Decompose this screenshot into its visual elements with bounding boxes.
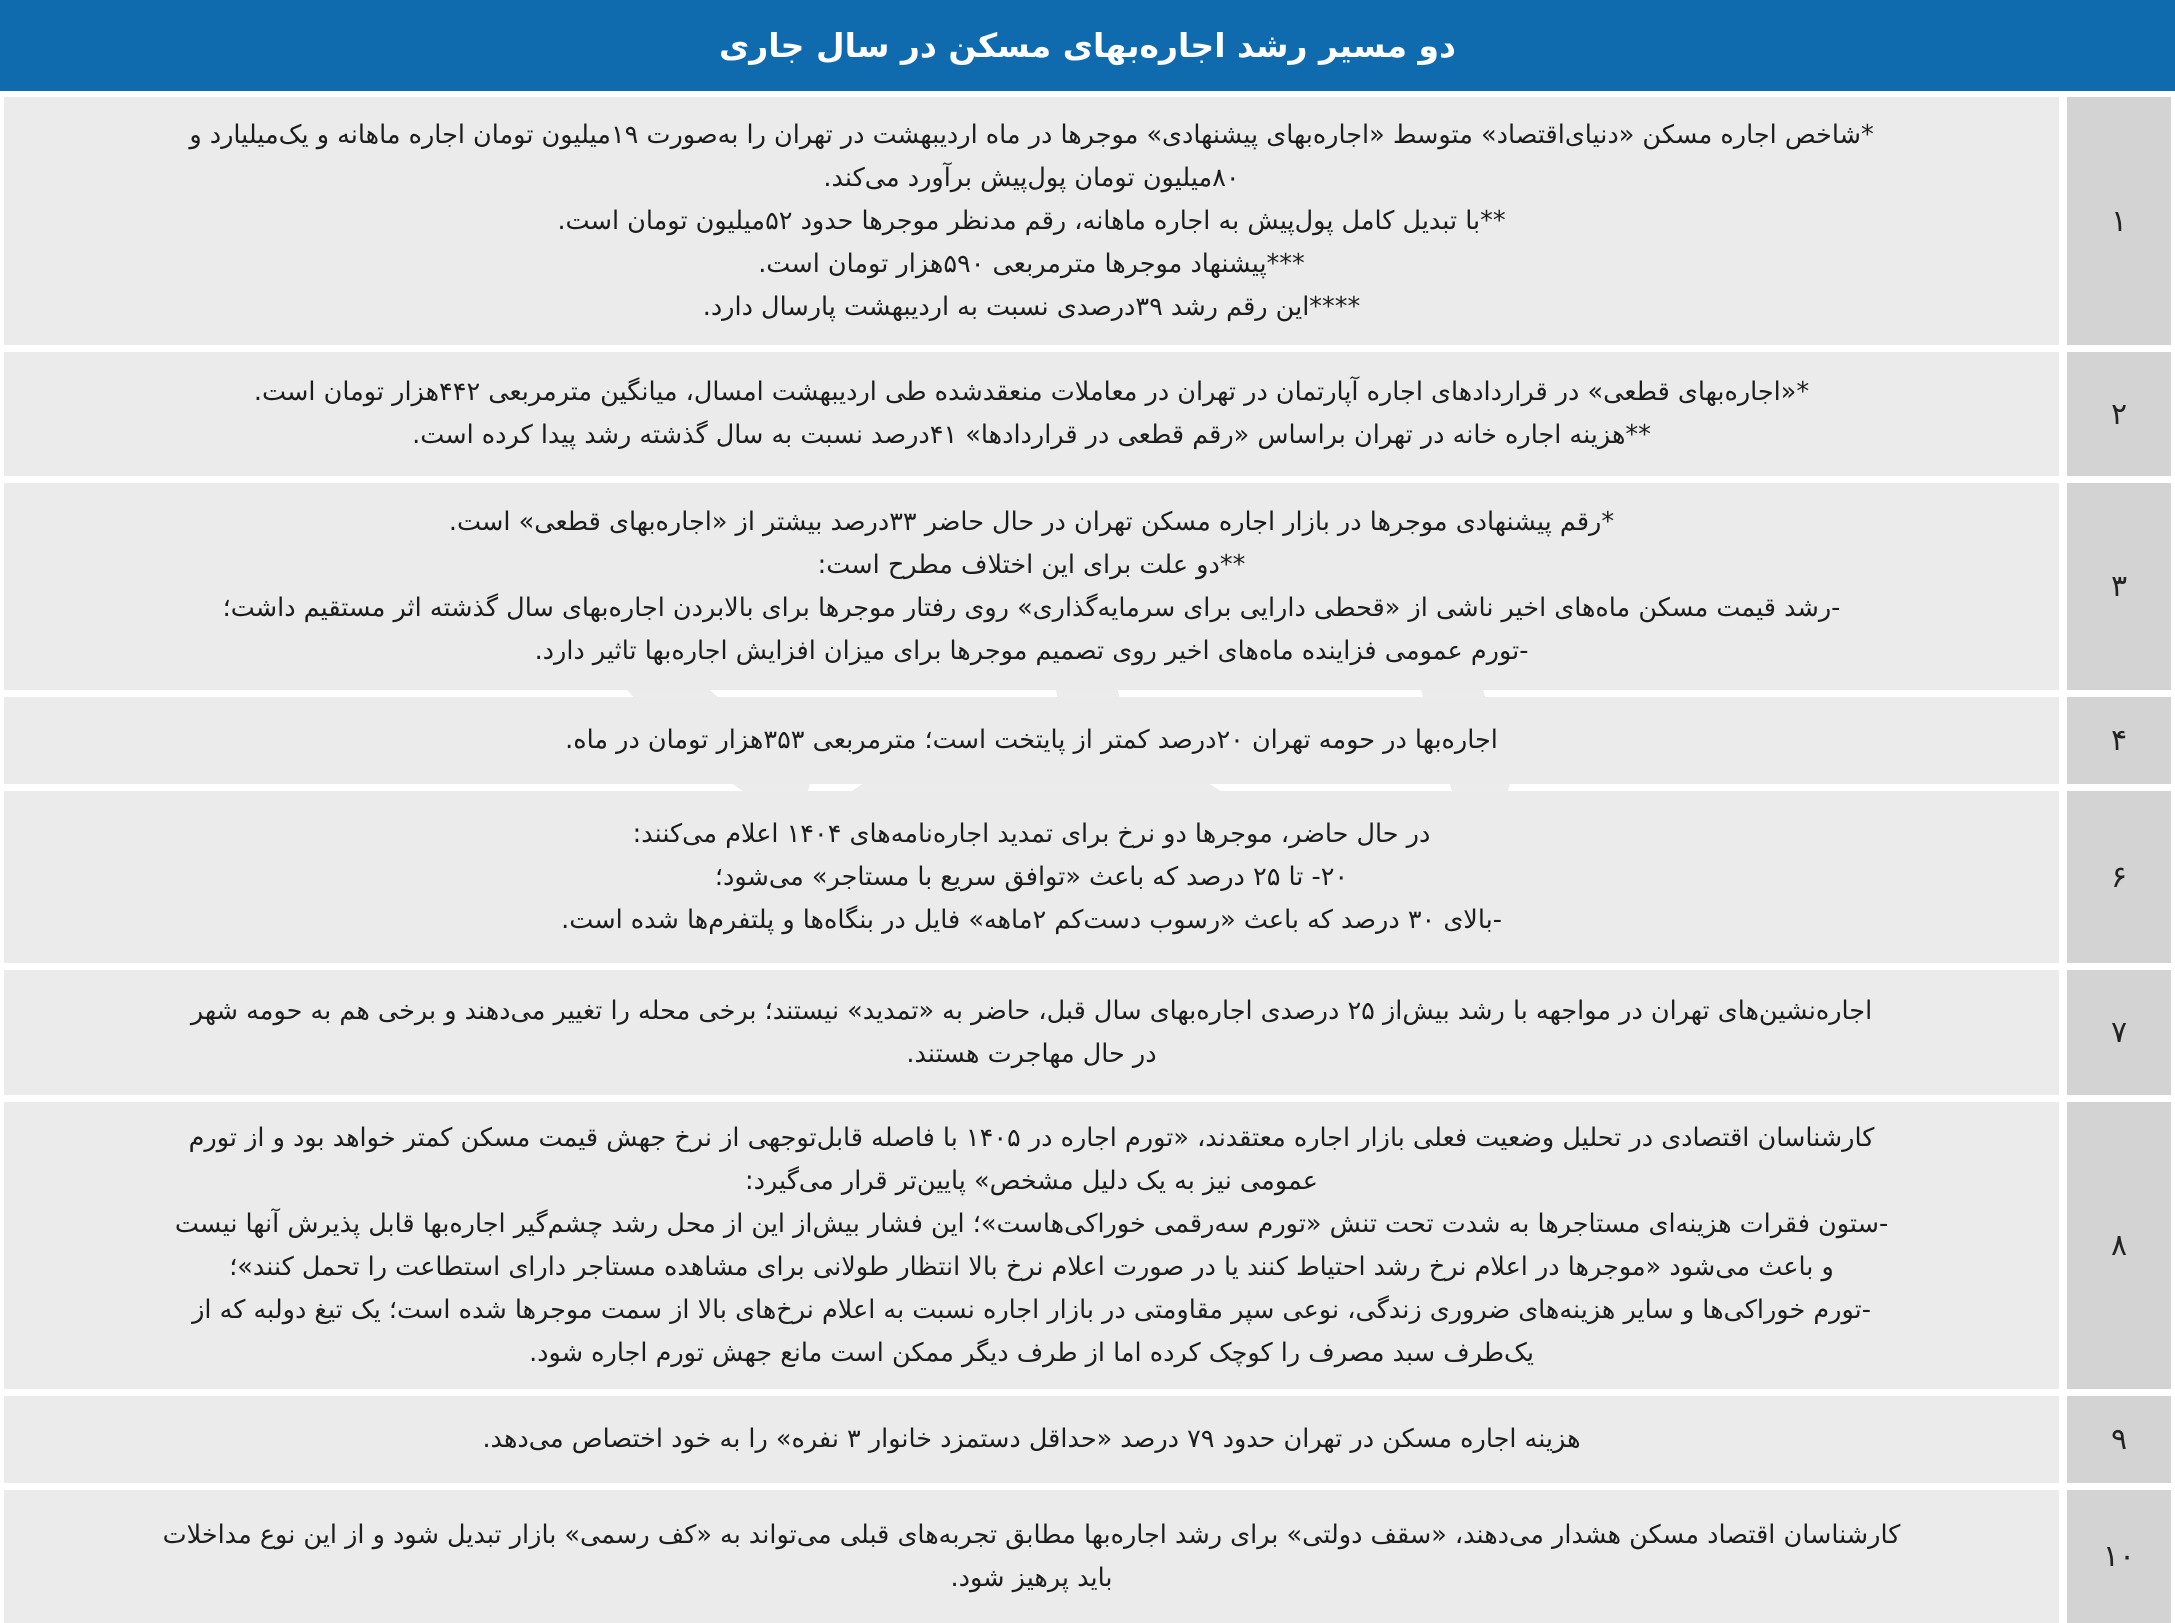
- row-line: اجاره‌نشین‌های تهران در مواجهه با رشد بیش‌از ۲۵ درصدی اجاره‌بهای سال قبل، حاضر به «تمدید» نیستند؛ برخی محله را تغییر می‌دهند و برخی هم به حومه شهر: [190, 995, 1873, 1026]
- row-number: ۱: [2067, 97, 2171, 345]
- row-line: -ستون فقرات هزینه‌ای مستاجرها به شدت تحت تنش «تورم سه‌رقمی خوراکی‌هاست»؛ این فشار بیش‌از این از محل رشد چشم‌گیر اجاره‌بها قابل پذیرش آنها نیست: [174, 1208, 1889, 1239]
- row-content: [4, 697, 2059, 784]
- row-line: **با تبدیل کامل پول‌پیش به اجاره ماهانه، رقم مدنظر موجرها حدود ۵۲میلیون تومان است.: [557, 205, 1506, 236]
- row-line: باید پرهیز شود.: [950, 1562, 1113, 1593]
- row-line: -رشد قیمت مسکن ماه‌های اخیر ناشی از «قحطی دارایی برای سرمایه‌گذاری» روی رفتار موجرها برای بالابردن اجاره‌بهای سال گذشته اثر مستقیم داشت؛: [222, 592, 1841, 623]
- row-line: کارشناسان اقتصاد مسکن هشدار می‌دهند، «سقف دولتی» برای رشد اجاره‌بها مطابق تجربه‌های قبلی می‌تواند به «کف رسمی» بازار تبدیل شود و از این نوع مداخلات: [162, 1519, 1901, 1550]
- row-line: و باعث می‌شود «موجرها در اعلام نرخ رشد احتیاط کنند یا در صورت اعلام نرخ بالا انتظار طولانی برای مشاهده مستاجر دارای استطاعت را تحمل کنند»؛: [229, 1251, 1834, 1282]
- table-row: [0, 1396, 2175, 1483]
- table-row: [0, 697, 2175, 784]
- row-content: [4, 791, 2059, 963]
- row-number: ۴: [2067, 697, 2171, 784]
- row-content: [4, 483, 2059, 690]
- row-number: ۹: [2067, 1396, 2171, 1483]
- row-line: در حال حاضر، موجرها دو نرخ برای تمدید اجاره‌نامه‌های ۱۴۰۴ اعلام می‌کنند:: [632, 818, 1431, 849]
- row-line: ۸۰میلیون تومان پول‌پیش برآورد می‌کند.: [823, 162, 1240, 193]
- row-number: ۶: [2067, 791, 2171, 963]
- row-content: [4, 1102, 2059, 1389]
- table-row: [0, 1490, 2175, 1623]
- row-line: کارشناسان اقتصادی در تحلیل وضعیت فعلی بازار اجاره معتقدند، «تورم اجاره در ۱۴۰۵ با فاصله قابل‌توجهی از نرخ جهش قیمت مسکن کمتر خواهد بود و از تورم: [188, 1122, 1875, 1153]
- row-line: *شاخص اجاره مسکن «دنیای‌اقتصاد» متوسط «اجاره‌بهای پیشنهادی» موجرها در ماه اردیبهشت در تهران را به‌صورت ۱۹میلیون تومان اجاره ماهانه و یک‌میلیارد و: [189, 119, 1874, 150]
- table-title: دو مسیر رشد اجاره‌بهای مسکن در سال جاری: [719, 26, 1456, 65]
- table-row: [0, 1102, 2175, 1389]
- row-content: [4, 970, 2059, 1095]
- row-line: *رقم پیشنهادی موجرها در بازار اجاره مسکن تهران در حال حاضر ۳۳درصد بیشتر از «اجاره‌بهای قطعی» است.: [448, 506, 1615, 537]
- row-line: اجاره‌بها در حومه تهران ۲۰درصد کمتر از پایتخت است؛ مترمربعی ۳۵۳هزار تومان در ماه.: [565, 725, 1498, 755]
- row-line: عمومی نیز به یک دلیل مشخص» پایین‌تر قرار می‌گیرد:: [745, 1165, 1318, 1196]
- row-line: -تورم خوراکی‌ها و سایر هزینه‌های ضروری زندگی، نوعی سپر مقاومتی در بازار اجاره نسبت به اعلام نرخ‌های بالا از سمت موجرها شده است؛ یک تیغ دولبه که از: [192, 1294, 1871, 1325]
- row-line: *«اجاره‌بهای قطعی» در قراردادهای اجاره آپارتمان در تهران در معاملات منعقدشده طی اردیبهشت امسال، میانگین مترمربعی ۴۴۲هزار تومان است.: [253, 377, 1810, 407]
- table-row: [0, 483, 2175, 690]
- row-number: ۲: [2067, 352, 2171, 476]
- row-line: **دو علت برای این اختلاف مطرح است:: [817, 549, 1246, 580]
- row-content: [4, 1396, 2059, 1483]
- row-line: در حال مهاجرت هستند.: [906, 1038, 1157, 1069]
- table-row: [0, 970, 2175, 1095]
- row-number: ۳: [2067, 483, 2171, 690]
- row-number: ۷: [2067, 970, 2171, 1095]
- row-line: ۲۰- تا ۲۵ درصد که باعث «توافق سریع با مستاجر» می‌شود؛: [714, 861, 1349, 892]
- row-line: -تورم عمومی فزاینده ماه‌های اخیر روی تصمیم موجرها برای میزان افزایش اجاره‌بها تاثیر دارد.: [534, 635, 1529, 666]
- row-number: ۱۰: [2067, 1490, 2171, 1623]
- row-line: یک‌طرف سبد مصرف را کوچک کرده اما از طرف دیگر ممکن است مانع جهش تورم اجاره شود.: [529, 1337, 1534, 1368]
- row-line: **هزینه اجاره خانه در تهران براساس «رقم قطعی در قراردادها» ۴۱درصد نسبت به سال گذشته رشد پیدا کرده است.: [412, 420, 1651, 450]
- row-line: ***پیشنهاد موجرها مترمربعی ۵۹۰هزار تومان است.: [758, 248, 1305, 279]
- row-number: ۸: [2067, 1102, 2171, 1389]
- row-content: [4, 1490, 2059, 1623]
- row-line: -بالای ۳۰ درصد که باعث «رسوب دست‌کم ۲ماهه» فایل در بنگاه‌ها و پلتفرم‌ها شده است.: [561, 904, 1502, 935]
- row-line: ****این رقم رشد ۳۹درصدی نسبت به اردیبهشت پارسال دارد.: [702, 291, 1361, 322]
- table-row: [0, 97, 2175, 345]
- row-content: [4, 97, 2059, 345]
- row-line: هزینه اجاره مسکن در تهران حدود ۷۹ درصد «حداقل دستمزد خانوار ۳ نفره» را به خود اختصاص می‌دهد.: [482, 1424, 1581, 1454]
- row-content: [4, 352, 2059, 476]
- table-header: [0, 0, 2175, 91]
- table-row: [0, 352, 2175, 476]
- table-row: [0, 791, 2175, 963]
